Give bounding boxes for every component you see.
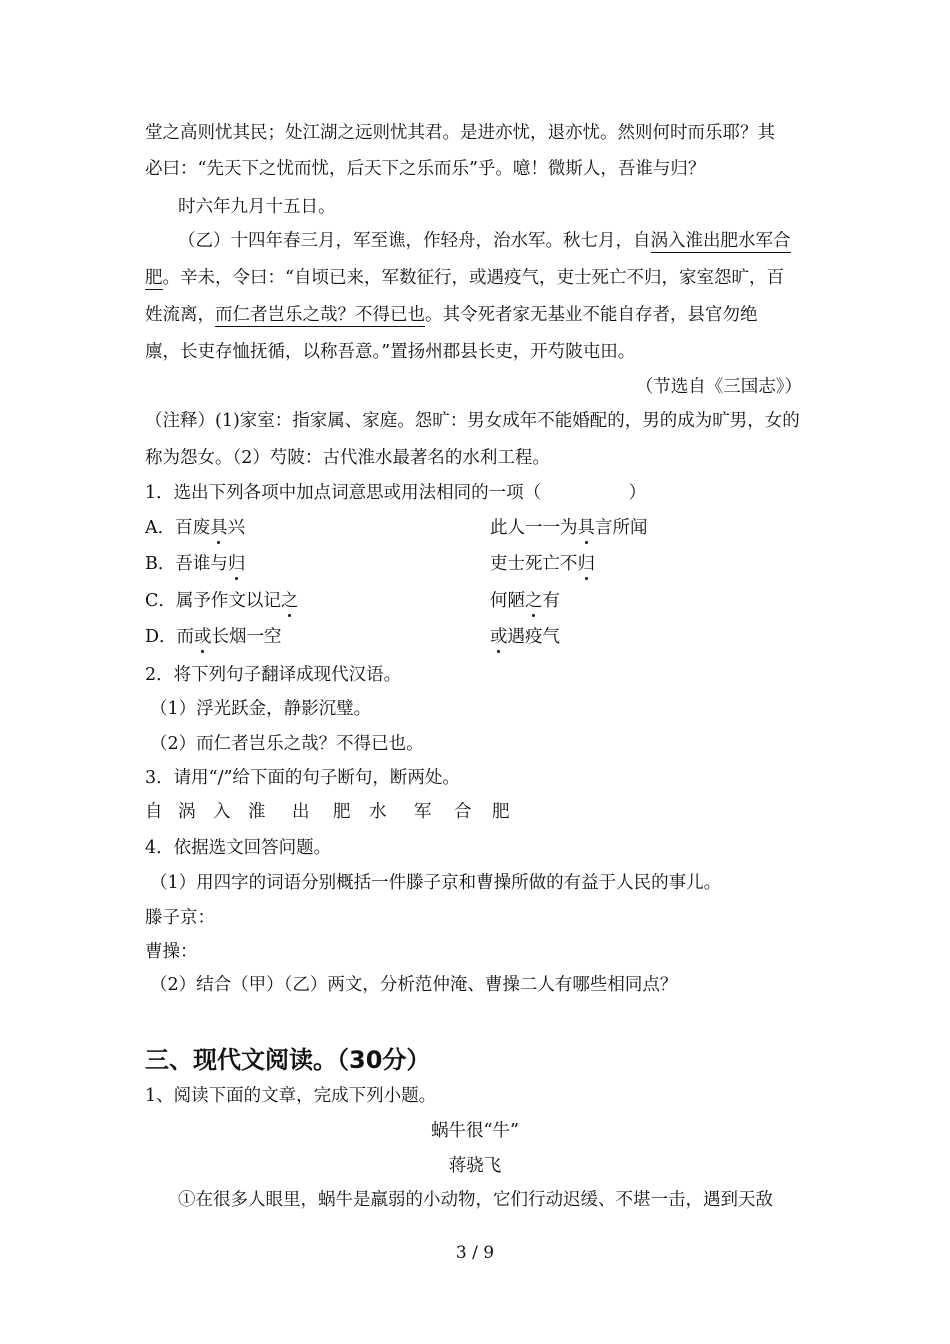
underlined-phrase: 涡入淮出肥水军合 <box>650 231 791 251</box>
passage-yi-line-4: 廪，长吏存恤抚循，以称吾意。”置扬州郡县长吏，开芍陂屯田。 <box>145 342 636 362</box>
notes-line-2: 称为怨女。（2）芍陂：古代淮水最著名的水利工程。 <box>145 448 550 468</box>
q4-cao-label: 曹操： <box>145 942 198 962</box>
q1-option-b: B．吾谁与归 吏士死亡不归 <box>145 554 595 574</box>
passage-jia-line-2: 必曰：“先天下之忧而忧，后天下之乐而乐”乎。噫！微斯人，吾谁与归？ <box>145 159 706 179</box>
q3-stem: 3．请用“/”给下面的句子断句，断两处。 <box>145 768 460 788</box>
article-title: 蜗牛很“牛” <box>431 1121 519 1141</box>
passage-jia-line-1: 堂之高则忧其民；处江湖之远则忧其君。是进亦忧，退亦忧。然则何时而乐耶？其 <box>145 123 775 143</box>
q1-option-d: D．而或长烟一空 或遇疫气 <box>145 627 560 647</box>
q4-stem: 4．依据选文回答问题。 <box>145 838 332 858</box>
q2-sentence-1: （1）浮光跃金，静影沉璧。 <box>150 699 372 719</box>
page-number: 3 / 9 <box>455 1243 495 1263</box>
article-paragraph-1: ①在很多人眼里，蜗牛是羸弱的小动物，它们行动迟缓、不堪一击，遇到天敌 <box>178 1190 773 1210</box>
passage-yi-line-1: （乙）十四年春三月，军至谯，作轻舟，治水军。秋七月，自涡入淮出肥水军合 <box>178 231 791 251</box>
section-instruction: 1、阅读下面的文章，完成下列小题。 <box>145 1086 437 1106</box>
passage-yi-line-3: 姓流离，而仁者岂乐之哉？不得已也。其令死者家无基业不能自存者，县官勿绝 <box>145 305 758 325</box>
q4-sub-1: （1）用四字的词语分别概括一件滕子京和曹操所做的有益于人民的事儿。 <box>150 873 722 893</box>
notes-line-1: （注释）(1)家室：指家属、家庭。怨旷：男女成年不能婚配的，男的成为旷男，女的 <box>145 411 800 431</box>
q1-stem: 1．选出下列各项中加点词意思或用法相同的一项（ ） <box>145 483 647 503</box>
passage-source: （节选自《三国志》） <box>635 377 802 397</box>
q1-option-c: C．属予作文以记之 何陋之有 <box>145 591 560 611</box>
section-heading: 三、现代文阅读。（30分） <box>145 1046 431 1074</box>
q2-stem: 2．将下列句子翻译成现代汉语。 <box>145 665 402 685</box>
q1-option-a: A．百废具兴 此人一一为具言所闻 <box>145 518 648 538</box>
q4-sub-2: （2）结合（甲）（乙）两文，分析范仲淹、曹操二人有哪些相同点？ <box>150 975 678 995</box>
q3-sentence: 自 涡 入 淮 出 肥 水 军 合 肥 <box>145 802 510 822</box>
article-author: 蒋骁飞 <box>448 1156 502 1176</box>
passage-yi-line-2: 肥。辛未，令曰：“自顷已来，军数征行，或遇疫气，吏士死亡不归，家室怨旷，百 <box>145 268 784 288</box>
passage-jia-date: 时六年九月十五日。 <box>178 197 336 217</box>
q2-sentence-2: （2）而仁者岂乐之哉？不得已也。 <box>150 734 424 754</box>
underlined-sentence: 而仁者岂乐之哉？不得已也 <box>215 305 425 325</box>
q4-teng-label: 滕子京： <box>145 908 215 928</box>
